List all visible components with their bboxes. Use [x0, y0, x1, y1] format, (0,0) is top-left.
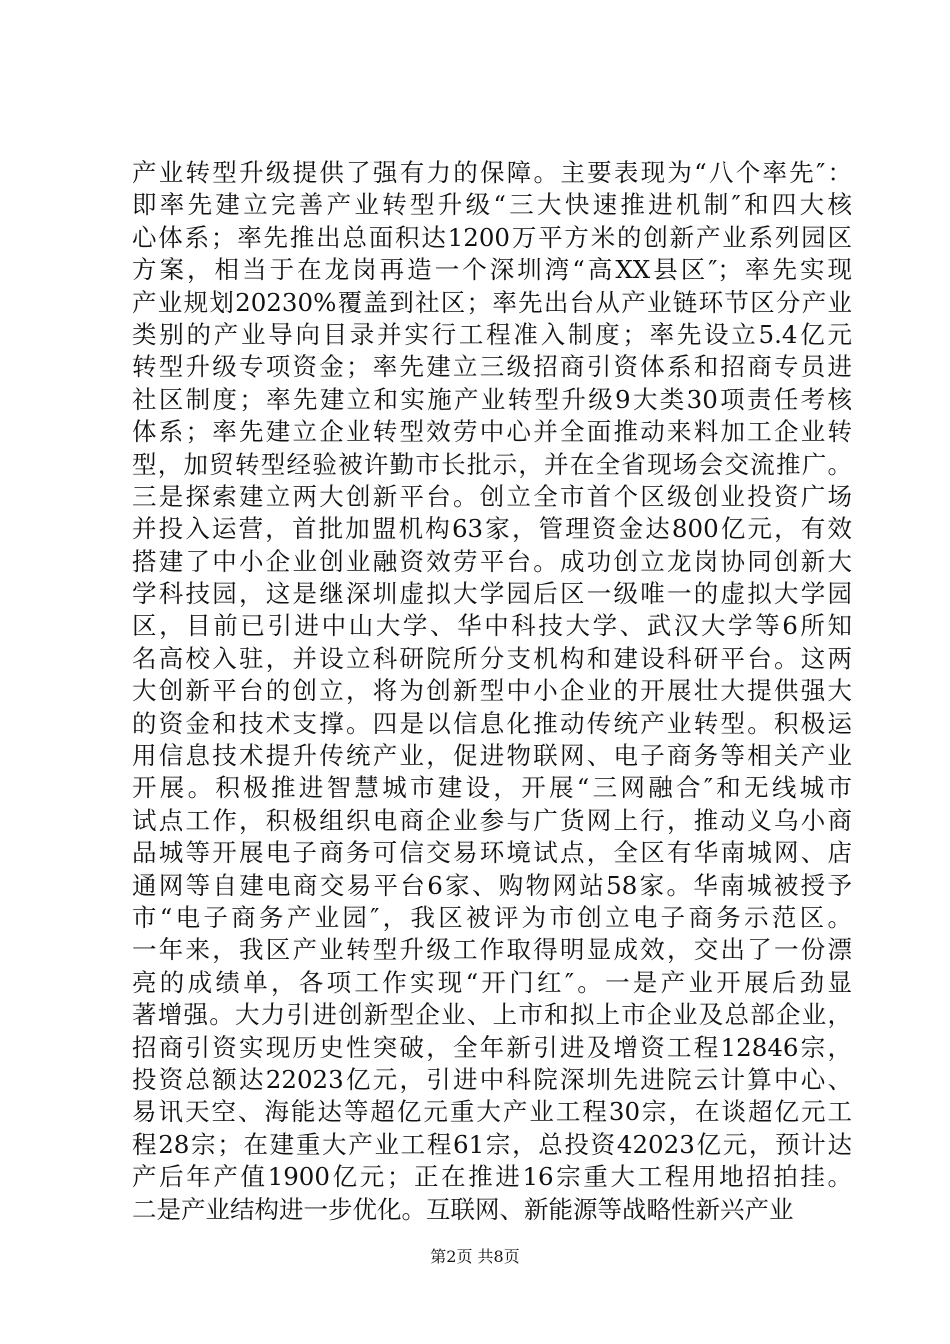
text-line: 招商引资实现历史性突破，全年新引进及增资工程12846宗，	[132, 1032, 852, 1062]
text-line: 亮的成绩单，各项工作实现“开门红″。一是产业开展后劲显	[132, 967, 852, 997]
text-line: 三是探索建立两大创新平台。创立全市首个区级创业投资广场	[132, 481, 852, 511]
text-line: 试点工作，积极组织电商企业参与广货网上行，推动义乌小商	[132, 805, 852, 835]
text-line: 社区制度；率先建立和实施产业转型升级9大类30项责任考核	[132, 384, 852, 414]
text-line: 搭建了中小企业创业融资效劳平台。成功创立龙岗协同创新大	[132, 546, 852, 576]
text-line: 一年来，我区产业转型升级工作取得明显成效，交出了一份漂	[132, 935, 852, 965]
text-line: 开展。积极推进智慧城市建设，开展“三网融合″和无线城市	[132, 773, 852, 803]
text-line: 体系；率先建立企业转型效劳中心并全面推动来料加工企业转	[132, 417, 852, 447]
text-line: 产业规划20230%覆盖到社区；率先出台从产业链环节区分产业	[132, 287, 852, 317]
text-line: 型，加贸转型经验被许勤市长批示，并在全省现场会交流推广。	[132, 449, 852, 479]
text-line: 产业转型升级提供了强有力的保障。主要表现为“八个率先″：	[132, 158, 852, 187]
text-line: 著增强。大力引进创新型企业、上市和拟上市企业及总部企业，	[132, 1000, 852, 1030]
text-line: 并投入运营，首批加盟机构63家，管理资金达800亿元，有效	[132, 514, 852, 544]
text-line: 名高校入驻，并设立科研院所分支机构和建设科研平台。这两	[132, 643, 852, 673]
text-line: 通网等自建电商交易平台6家、购物网站58家。华南城被授予	[132, 870, 852, 900]
body-text	[132, 157, 852, 1226]
text-line: 二是产业结构进一步优化。互联网、新能源等战略性新兴产业	[132, 1194, 794, 1224]
text-line: 的资金和技术支撑。四是以信息化推动传统产业转型。积极运	[132, 708, 852, 738]
text-line: 区，目前已引进中山大学、华中科技大学、武汉大学等6所知	[132, 611, 852, 641]
text-line: 方案，相当于在龙岗再造一个深圳湾“高XX县区″；率先实现	[132, 255, 852, 285]
text-line: 市“电子商务产业园″，我区被评为市创立电子商务示范区。	[132, 902, 852, 932]
text-line: 大创新平台的创立，将为创新型中小企业的开展壮大提供强大	[132, 676, 852, 706]
text-line: 程28宗；在建重大产业工程61宗，总投资42023亿元，预计达	[132, 1129, 852, 1159]
page-number: 第2页 共8页	[430, 1247, 520, 1266]
text-line: 品城等开展电子商务可信交易环境试点，全区有华南城网、店	[132, 838, 852, 868]
text-line: 学科技园，这是继深圳虚拟大学园后区一级唯一的虚拟大学园	[132, 579, 852, 609]
text-line: 心体系；率先推出总面积达1200万平方米的创新产业系列园区	[132, 222, 852, 252]
text-line: 转型升级专项资金；率先建立三级招商引资体系和招商专员进	[132, 352, 852, 382]
page-footer	[0, 1244, 950, 1267]
text-line: 产后年产值1900亿元；正在推进16宗重大工程用地招拍挂。	[132, 1162, 852, 1192]
text-line: 类别的产业导向目录并实行工程准入制度；率先设立5.4亿元	[132, 319, 852, 349]
text-line: 即率先建立完善产业转型升级“三大快速推进机制″和四大核	[132, 190, 852, 220]
text-line: 投资总额达22023亿元，引进中科院深圳先进院云计算中心、	[132, 1064, 852, 1094]
text-line: 易讯天空、海能达等超亿元重大产业工程30宗，在谈超亿元工	[132, 1097, 852, 1127]
text-line: 用信息技术提升传统产业，促进物联网、电子商务等相关产业	[132, 741, 852, 771]
